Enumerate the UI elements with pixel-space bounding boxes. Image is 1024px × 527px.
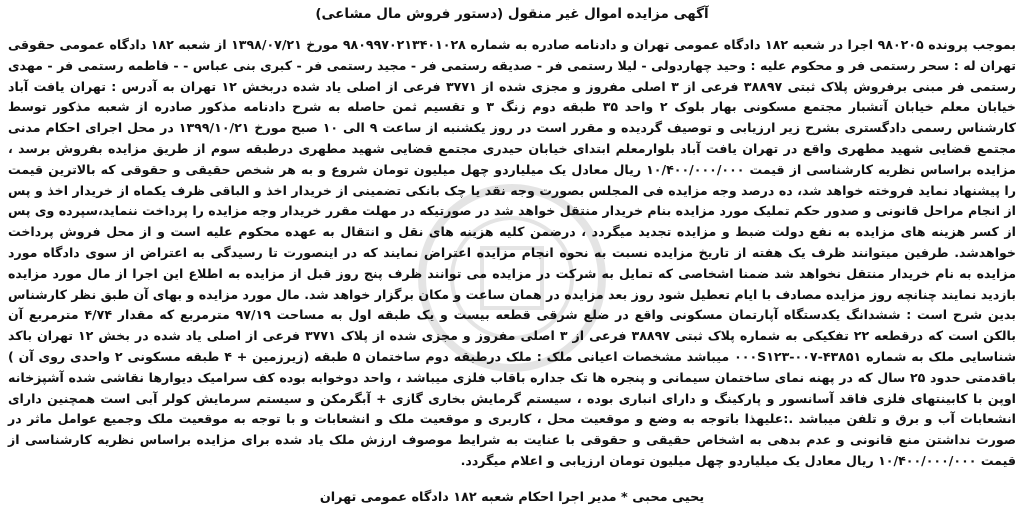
notice-body: بموجب پرونده ۹۸۰۲۰۵ اجرا در شعبه ۱۸۲ دادگاه عمومی تهران و دادنامه صادره به شماره ۹۸۰۹۹۷۰۲۱۳۴۰۱۰۲۸ مورخ ۱۳۹۸/۰۷/۲۱ از شعبه ۱۸۲ دادگاه عمومی حقوقی تهران له : سحر رستمی فر و محکوم علیه : وحید چهاردولی - لیلا رستمی فر - صدیقه رستمی فر - مجید رستمی فر - کبری بنی عباس - - فاطمه رستمی فر - مهدی رستمی فر مبنی برفروش پلاک ثبتی ۳۸۸۹۷ فرعی از ۳ اصلی مفروز و مجزی شده از ۳۷۷۱ فرعی از اصلی یاد شده دربخش ۱۲ تهران به آدرس : تهران یافت آباد خیابان معلم خیابان آتشبار مجتمع مسکونی بهار بلوک ۲ واحد ۳۵ طبقه دوم زنگ ۳ و تقسیم ثمن حاصله به شرح دادنامه مذکور صادره از شعبه مذکور توسط کارشناس رسمی دادگستری بشرح زیر ارزیابی و توصیف گردیده و مقرر است در روز یکشنبه از ساعت ۹ الی ۱۰ صبح مورخ ۱۳۹۹/۱۰/۲۱ در محل اجرای احکام مدنی مجتمع قضایی شهید مطهری واقع در تهران یافت آباد بلوارمعلم ابتدای خیابان حیدری مجتمع قضایی شهید مطهری درطبقه سوم از طریق مزایده بفروش برسد ، مزایده براساس نظریه کارشناسی از قیمت ۱۰/۴۰۰/۰۰۰/۰۰۰ ریال معادل یک میلیاردو چهل میلیون تومان شروع و به هر شخص حقیقی و حقوقی که بالاترین قیمت را پیشنهاد نماید فروخته خواهد شد، ده درصد وجه مزایده فی المجلس بصورت وجه نقد یا چک بانکی تضمینی از خریدار اخذ و الباقی ظرف یکماه از خریدار اخذ و پس از انجام مراحل قانونی و صدور حکم تملیک مورد مزایده بنام خریدار منتقل خواهد شد در صورتیکه در مهلت مقرر خریدار وجه مزایده را پرداخت ننماید،سپرده وی پس از کسر هزینه های مزایده به نفع دولت ضبط و مزایده تجدید میگردد ، درضمن کلیه هزینه های نقل و انتقال به عهده محکوم علیه است و از محل فروش پرداخت خواهدشد. طرفین میتوانند ظرف یک هفته از تاریخ مزایده نسبت به نحوه انجام مزایده اعتراض نمایند که در اینصورت تا رسیدگی به اعتراض از سوی دادگاه مورد مزایده به نام خریدار منتقل نخواهد شد ضمنا اشخاصی که تمایل به شرکت در مزایده می توانند ظرف پنج روز قبل از مزایده به اطلاع این اجرا از مال مورد مزایده بازدید نمایند چنانچه روز مزایده مصادف با ایام تعطیل شود روز بعد مزایده در همان ساعت و مکان برگزار خواهد شد. مال مورد مزایده و بهای آن طبق نظر کارشناس بدین شرح است : ششدانگ یکدستگاه آپارتمان مسکونی واقع در ضلع شرقی قطعه بیست و یک طبقه اول به مساحت ۹۷/۱۹ مترمربع که مقدار ۴/۷۴ مترمربع آن بالکن است که درقطعه ۲۲ تفکیکی به شماره پلاک ثبتی ۳۸۸۹۷ فرعی از ۳ اصلی مفروز و مجزی شده از پلاک ۳۷۷۱ فرعی از اصلی یاد شده در بخش ۱۲ تهران باکد شناسایی ملک به شماره ۴۳۸۵۱-۰۰۷-۰۰۰S۱۲۳ میباشد مشخصات اعیانی ملک : ملک درطبقه دوم ساختمان ۵ طبقه (زیرزمین + ۴ طبقه مسکونی ۲ واحدی روی آن ) باقدمتی حدود ۲۵ سال که در پهنه نمای ساختمان سیمانی و پنجره ها تک جداره باقاب فلزی میباشد ، واحد دوخوابه بوده کف سرامیک دیوارها نقاشی شده آشپزخانه اوپن با کابینتهای فلزی فاقد آسانسور و پارکینگ و دارای انباری بوده ، سیستم گرمایش بخاری گازی + آبگرمکن و سیستم سرمایش کولر آبی است همچنین دارای انشعابات آب و برق و تلفن میباشد .:علیهذا باتوجه به وضع و موقعیت محل ، کاربری و موقعیت ملک و انشعابات و با توجه به موقعیت ملک وجمیع عوامل ماثر در صورت نداشتن منع قانونی و عدم بدهی به اشخاص حقیقی و حقوقی با عنایت به شرایط موصوف ارزش ملک یاد شده برای مزایده براساس نظریه کارشناسی از قیمت ۱۰/۴۰۰/۰۰۰/۰۰۰ ریال معادل یک میلیاردو چهل میلیون تومان ارزیابی و اعلام میگردد. <box>8 37 1017 468</box>
notice-signature: یحیی محبی * مدیر اجرا احکام شعبه ۱۸۲ دادگاه عمومی تهران <box>319 490 705 505</box>
notice-title: آگهی مزایده اموال غیر منقول (دستور فروش مال مشاعی) <box>315 6 709 22</box>
